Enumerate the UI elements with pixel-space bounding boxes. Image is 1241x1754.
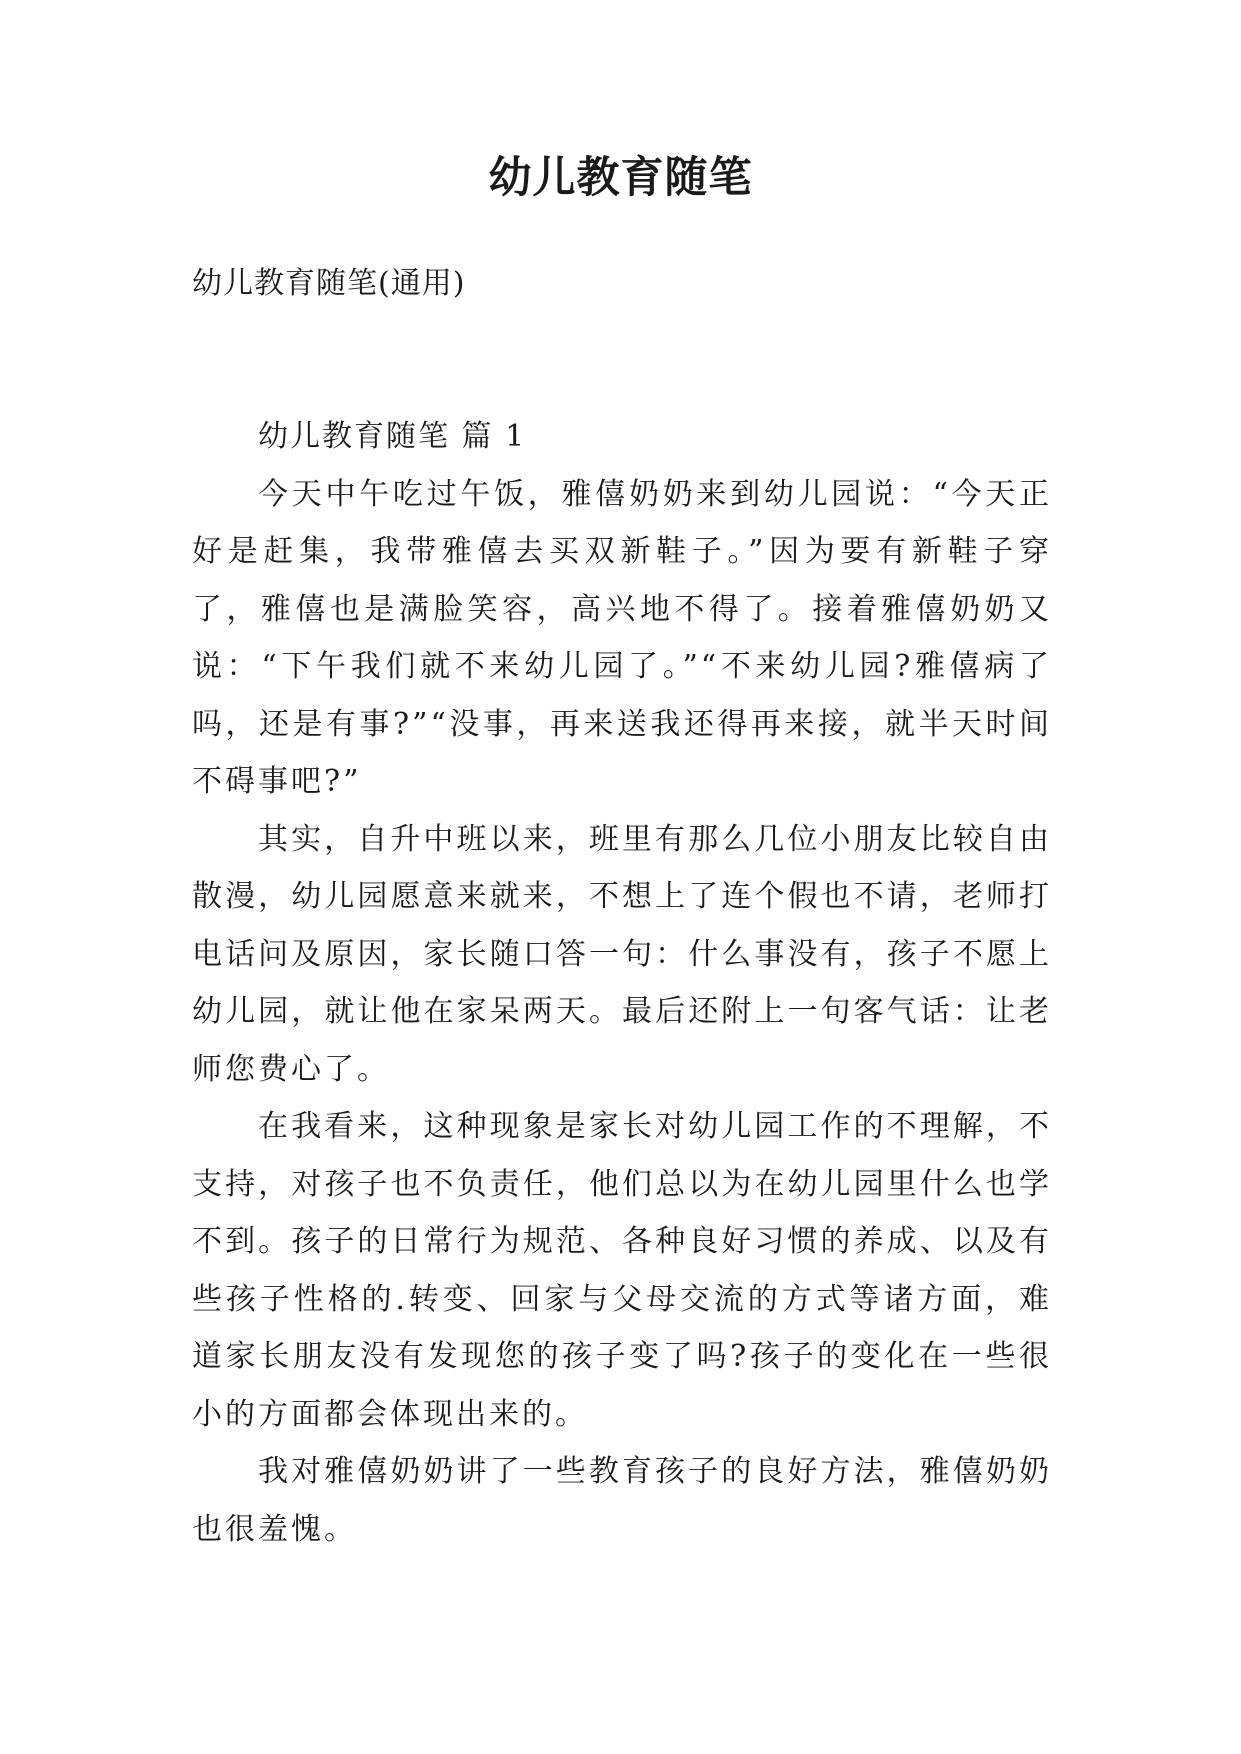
document-body <box>192 408 1052 1558</box>
paragraph: 在我看来，这种现象是家长对幼儿园工作的不理解，不支持，对孩子也不负责任，他们总以为在幼儿园里什么也学不到。孩子的日常行为规范、各种良好习惯的养成、以及有些孩子性格的.转变、回家与父母交流的方式等诸方面，难道家长朋友没有发现您的孩子变了吗?孩子的变化在一些很小的方面都会体现出来的。 <box>192 1109 1052 1432</box>
document-subtitle: 幼儿教育随笔(通用) <box>192 266 466 301</box>
document-title: 幼儿教育随笔 <box>488 153 753 203</box>
paragraph: 今天中午吃过午饭，雅僖奶奶来到幼儿园说：“今天正好是赶集，我带雅僖去买双新鞋子。”因为要有新鞋子穿了，雅僖也是满脸笑容，高兴地不得了。接着雅僖奶奶又说：“下午我们就不来幼儿园了。”“不来幼儿园?雅僖病了吗，还是有事?”“没事，再来送我还得再来接，就半天时间不碍事吧?” <box>192 476 1052 799</box>
paragraph: 我对雅僖奶奶讲了一些教育孩子的良好方法，雅僖奶奶也很羞愧。 <box>192 1454 1052 1547</box>
paragraph: 其实，自升中班以来，班里有那么几位小朋友比较自由散漫，幼儿园愿意来就来，不想上了连个假也不请，老师打电话问及原因，家长随口答一句：什么事没有，孩子不愿上幼儿园，就让他在家呆两天。最后还附上一句客气话：让老师您费心了。 <box>192 821 1052 1087</box>
section-heading: 幼儿教育随笔 篇 1 <box>258 419 527 454</box>
